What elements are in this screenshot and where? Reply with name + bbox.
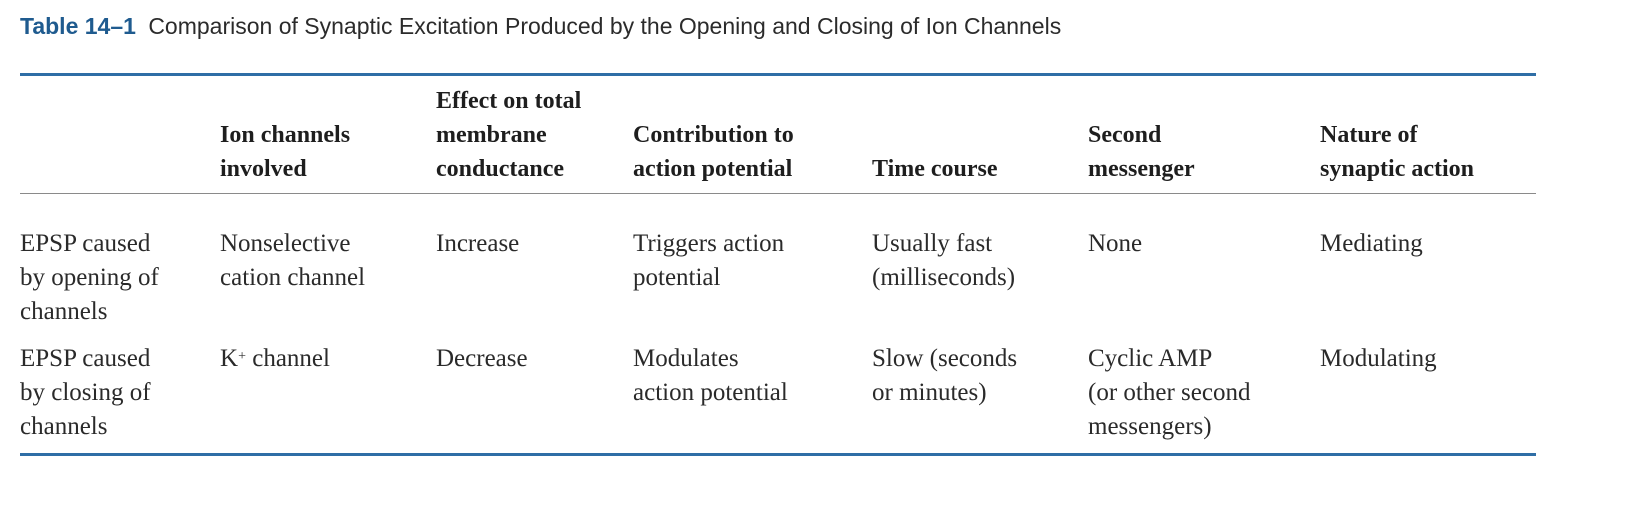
header-rule	[20, 193, 1536, 194]
cell-time-course	[872, 227, 1015, 295]
header-line: Effect on total	[436, 88, 582, 114]
cell-time-course	[872, 342, 1017, 410]
cell-line: (or other second	[1088, 379, 1251, 406]
header-time-course	[872, 152, 998, 186]
row-label	[20, 342, 151, 444]
header-line: Time course	[872, 156, 998, 182]
header-line: action potential	[633, 156, 793, 182]
cell-line: potential	[633, 264, 721, 291]
cell-line: EPSP caused	[20, 345, 151, 372]
cell-line: (milliseconds)	[872, 264, 1016, 291]
cell-line: messengers)	[1088, 413, 1212, 440]
cell-line: cation channel	[220, 264, 366, 291]
header-line: Contribution to	[633, 122, 794, 148]
cell-line: Decrease	[436, 345, 528, 372]
cell-line: Triggers action	[633, 230, 785, 257]
bottom-rule	[20, 453, 1536, 456]
header-second-messenger	[1088, 118, 1195, 186]
cell-line: or minutes)	[872, 379, 987, 406]
cell-line: Increase	[436, 230, 520, 257]
header-line: conductance	[436, 156, 564, 182]
header-line: involved	[220, 156, 307, 182]
header-line: messenger	[1088, 156, 1195, 182]
cell-line: by closing of	[20, 379, 151, 406]
cell-line: Cyclic AMP	[1088, 345, 1213, 372]
header-line: membrane	[436, 122, 547, 148]
header-line: Nature of	[1320, 122, 1418, 148]
cell-line: action potential	[633, 379, 788, 406]
cell-line: Nonselective	[220, 230, 351, 257]
table-number: Table 14–1	[20, 13, 136, 39]
cell-line: Slow (seconds	[872, 345, 1018, 372]
table-caption	[20, 13, 1061, 40]
header-conductance	[436, 84, 581, 186]
cell-ion-channels	[220, 227, 365, 295]
cell-conductance	[436, 227, 519, 261]
top-rule	[20, 73, 1536, 76]
header-line: synaptic action	[1320, 156, 1475, 182]
cell-conductance	[436, 342, 528, 376]
cell-line: Modulates	[633, 345, 739, 372]
cell-line: Mediating	[1320, 230, 1423, 257]
header-nature	[1320, 118, 1474, 186]
cell-ion-channels	[220, 342, 330, 376]
charge-superscript: +	[238, 349, 246, 364]
ion-channel-text: channel	[245, 345, 330, 372]
table-title: Comparison of Synaptic Excitation Produced by the Opening and Closing of Ion Channels	[148, 13, 1062, 39]
cell-line: channels	[20, 298, 108, 325]
cell-nature	[1320, 227, 1423, 261]
cell-contribution	[633, 342, 788, 410]
cell-line: EPSP caused	[20, 230, 151, 257]
cell-line: channels	[20, 413, 108, 440]
cell-line: Usually fast	[872, 230, 993, 257]
cell-line: by opening of	[20, 264, 159, 291]
header-line: Ion channels	[220, 122, 351, 148]
cell-line: Modulating	[1320, 345, 1437, 372]
cell-second-messenger	[1088, 342, 1250, 444]
cell-second-messenger	[1088, 227, 1142, 261]
header-line: Second	[1088, 122, 1162, 148]
header-ion-channels	[220, 118, 350, 186]
row-label	[20, 227, 159, 329]
cell-line	[220, 342, 330, 376]
cell-contribution	[633, 227, 784, 295]
header-contribution	[633, 118, 794, 186]
cell-line: None	[1088, 230, 1143, 257]
cell-nature	[1320, 342, 1437, 376]
ion-symbol: K	[220, 345, 239, 372]
